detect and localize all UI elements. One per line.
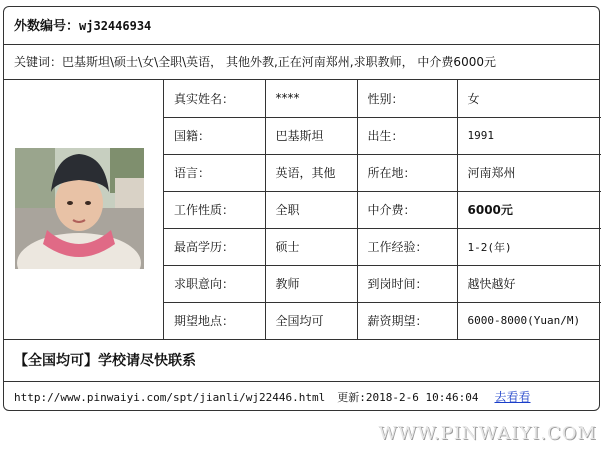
birth-value: 1991 [457, 117, 601, 154]
birth-label: 出生： [357, 117, 457, 154]
intention-value: 教师 [265, 265, 357, 302]
language-label: 语言： [164, 154, 265, 191]
resume-url: http://www.pinwaiyi.com/spt/jianli/wj22446.html [14, 391, 326, 404]
profile-photo [15, 148, 144, 269]
nationality-value: 巴基斯坦 [265, 117, 357, 154]
gender-value: 女 [457, 80, 601, 117]
id-label: 外数编号： [14, 19, 80, 34]
id-code: wj32446934 [79, 19, 152, 33]
resume-card [3, 6, 600, 411]
keywords-row: 关键词：巴基斯坦\硕士\女\全职\英语， 其他外教,正在河南郑州,求职教师， 中介费6000元 [4, 45, 599, 80]
expected-location-label: 期望地点： [164, 302, 265, 339]
education-value: 硕士 [265, 228, 357, 265]
table-row [164, 191, 601, 228]
agency-fee-label: 中介费： [357, 191, 457, 228]
language-value: 英语，其他 [265, 154, 357, 191]
name-value: **** [265, 80, 357, 117]
job-type-label: 工作性质： [164, 191, 265, 228]
table-row [164, 228, 601, 265]
start-time-value: 越快越好 [457, 265, 601, 302]
name-label: 真实姓名： [164, 80, 265, 117]
header-row [4, 7, 599, 45]
expected-location-value: 全国均可 [265, 302, 357, 339]
photo-cell [4, 80, 164, 339]
location-value: 河南郑州 [457, 154, 601, 191]
nationality-label: 国籍： [164, 117, 265, 154]
job-type-value: 全职 [265, 191, 357, 228]
intention-label: 求职意向： [164, 265, 265, 302]
start-time-label: 到岗时间： [357, 265, 457, 302]
footer-row [4, 382, 599, 412]
experience-value: 1-2(年) [457, 228, 601, 265]
profile-table [164, 80, 601, 339]
education-label: 最高学历： [164, 228, 265, 265]
watermark: WWW.PINWAIYI.COM [378, 423, 597, 444]
notice-bar: 【全国均可】学校请尽快联系 [4, 339, 599, 382]
salary-value: 6000-8000(Yuan/M) [457, 302, 601, 339]
table-row [164, 154, 601, 191]
gender-label: 性别： [357, 80, 457, 117]
experience-label: 工作经验： [357, 228, 457, 265]
salary-label: 薪资期望： [357, 302, 457, 339]
table-row [164, 80, 601, 117]
portrait-image [15, 148, 144, 269]
table-row [164, 265, 601, 302]
view-link[interactable]: 去看看 [494, 390, 531, 404]
updated-time: 更新:2018-2-6 10:46:04 [337, 391, 479, 404]
location-label: 所在地： [357, 154, 457, 191]
table-row [164, 302, 601, 339]
agency-fee-value: 6000元 [457, 191, 601, 228]
table-row [164, 117, 601, 154]
